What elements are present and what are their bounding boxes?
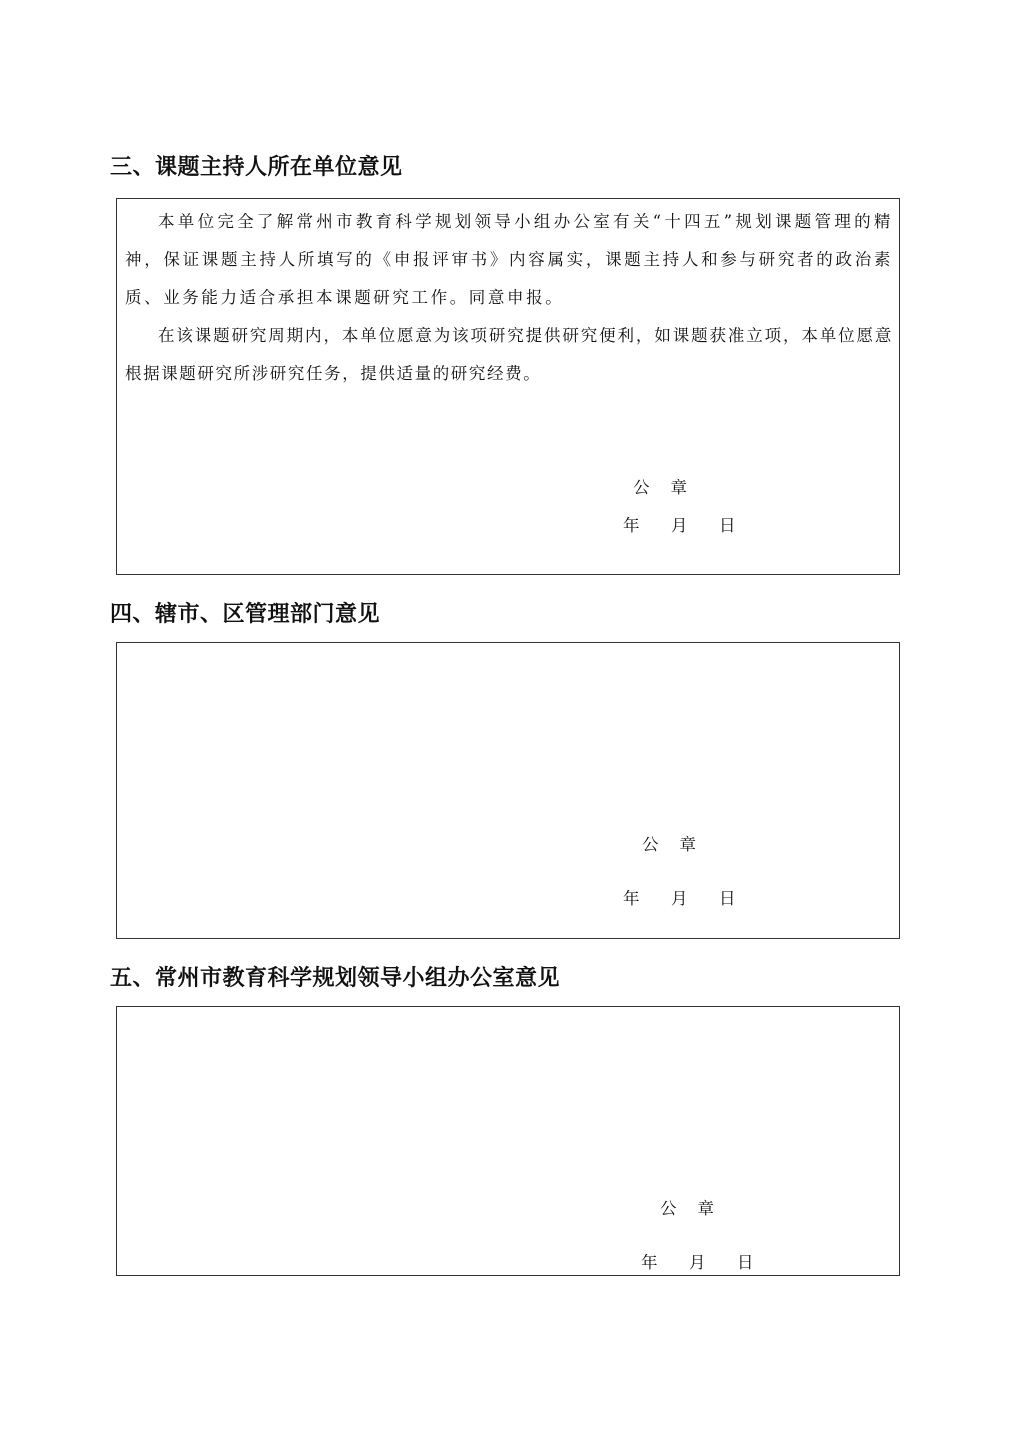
section-4-date-label: 年 月 日 xyxy=(623,889,736,908)
section-3-paragraph-2: 在该课题研究周期内，本单位愿意为该项研究提供研究便利，如课题获准立项，本单位愿意根据课题研究所涉研究任务，提供适量的研究经费。 xyxy=(125,326,893,383)
section-4-seal-label: 公 章 xyxy=(642,835,696,854)
section-5-date-label: 年 月 日 xyxy=(641,1253,754,1272)
section-5-title: 五、常州市教育科学规划领导小组办公室意见 xyxy=(110,966,561,991)
section-3-opinion-box xyxy=(116,198,900,575)
section-3-date-label: 年 月 日 xyxy=(623,516,736,535)
section-5-opinion-box xyxy=(116,1006,900,1276)
section-5-seal-label: 公 章 xyxy=(660,1199,714,1218)
section-3-title: 三、课题主持人所在单位意见 xyxy=(110,155,403,180)
section-3-paragraph-1: 本单位完全了解常州市教育科学规划领导小组办公室有关“十四五”规划课题管理的精神，保证课题主持人所填写的《申报评审书》内容属实，课题主持人和参与研究者的政治素质、业务能力适合承担本课题研究工作。同意申报。 xyxy=(125,212,893,307)
section-3-seal-label: 公 章 xyxy=(633,478,687,497)
section-4-opinion-box xyxy=(116,642,900,939)
section-4-title: 四、辖市、区管理部门意见 xyxy=(110,602,381,627)
